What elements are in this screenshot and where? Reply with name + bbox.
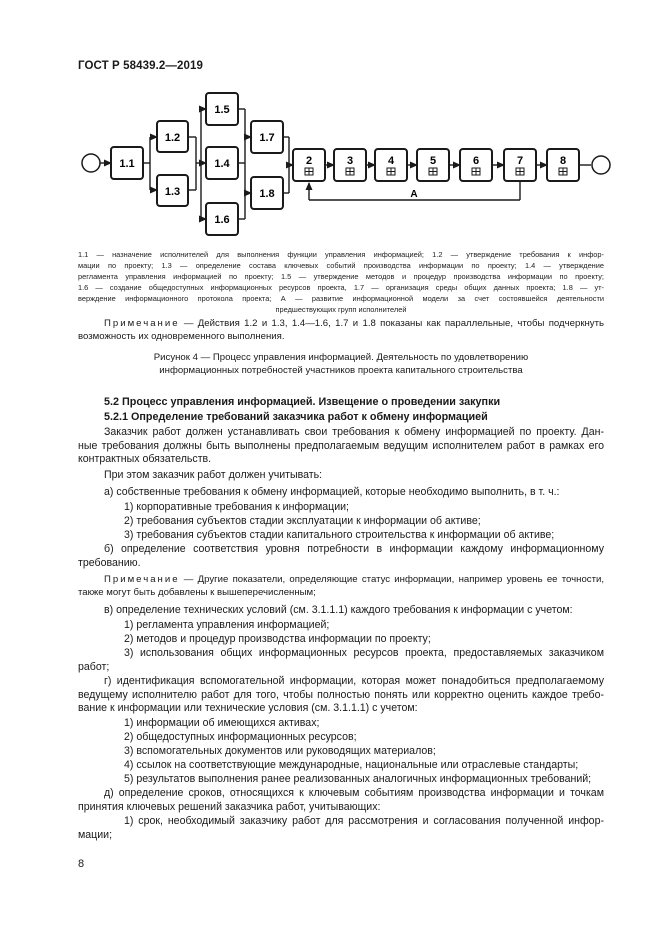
- svg-text:1.8: 1.8: [259, 188, 275, 200]
- list-item-b: б) определение соответствия уровня потребности в информации каждому информационному требованию.: [78, 543, 604, 569]
- note-text: — Действия 1.2 и 1.3, 1.4—1.6, 1.7 и 1.8 показаны как параллельные, чтобы подчеркнуть: [183, 318, 605, 329]
- svg-text:4: 4: [387, 155, 395, 167]
- node-1-1: [111, 147, 143, 179]
- note-text: возможность их одновременного выполнения.: [78, 330, 285, 342]
- list-item-a3: 3) требования субъектов стадии капитального строительства к информации об активе;: [124, 529, 555, 541]
- list-item-g5: 5) результатов выполнения ранее реализованных аналогичных информационных требований;: [124, 773, 592, 785]
- svg-text:3: 3: [346, 155, 354, 167]
- list-item-d1: 1) срок, необходимый заказчику работ для рассмотрения и согласования полученной инфор- мации;: [78, 815, 604, 841]
- node-1-3: [157, 175, 188, 206]
- node-8: [547, 149, 579, 181]
- node-4: [375, 149, 407, 181]
- svg-text:1.3: 1.3: [164, 186, 181, 198]
- svg-text:6: 6: [472, 155, 480, 167]
- legend-line: регламента управления информацией по проекту; 1.5 — утверждение методов и процедур производства информации по проекту;: [78, 272, 604, 281]
- figure-caption: Рисунок 4 — Процесс управления информацией. Деятельность по удовлетворению информационных потребностей участников проекта капитального строительства: [153, 352, 529, 376]
- list-item-g1: 1) информации об имеющихся активах;: [124, 717, 320, 729]
- svg-text:1.1: 1.1: [119, 158, 135, 170]
- note-label: Примечание: [104, 574, 180, 585]
- list-item-d: д) определение сроков, относящихся к ключевым событиям производства информации и точкам принятия ключевых решений заказчика работ, учитывающих:: [78, 787, 604, 813]
- node-5: [417, 149, 449, 181]
- legend-line: предшествующих групп исполнителей: [275, 305, 407, 314]
- list-item-v2: 2) методов и процедур производства информации по проекту;: [124, 633, 431, 645]
- node-1-8: [251, 177, 283, 209]
- svg-text:1.5: 1.5: [214, 104, 230, 116]
- process-diagram: [0, 0, 661, 245]
- legend-line: 1.1 — назначение исполнителей для выполнения функции управления информацией; 1.2 — утверждение требования к инфор-: [78, 250, 604, 259]
- node-7: [504, 149, 536, 181]
- end-node-circle: [592, 156, 610, 174]
- list-item-a1: 1) корпоративные требования к информации;: [124, 501, 349, 513]
- node-1-7: [251, 121, 283, 153]
- node-1-4: [206, 147, 238, 179]
- paragraph-1: Заказчик работ должен устанавливать свои требования к обмену информацией по проекту. Дан- ные требования должны быть выполнены предполагаемым ведущим исполнителем работ в рамках его контрактных обязательств.: [78, 426, 604, 466]
- figure-legend: [78, 249, 604, 315]
- start-node-circle: [82, 154, 100, 172]
- svg-text:1.4: 1.4: [214, 158, 230, 170]
- document-header: ГОСТ Р 58439.2—2019: [78, 60, 203, 72]
- list-item-g4: 4) ссылок на соответствующие международные, национальные или отраслевые стандарты;: [124, 759, 579, 771]
- node-1-5: [206, 93, 238, 125]
- section-heading-5-2-1: 5.2.1 Определение требований заказчика работ к обмену информацией: [104, 411, 488, 423]
- list-item-a: а) собственные требования к обмену информацией, которые необходимо выполнить, в т. ч.:: [104, 486, 560, 498]
- list-item-v3: 3) использования общих информационных ресурсов проекта, предоставляемых заказчиком работ;: [78, 647, 604, 673]
- node-3: [334, 149, 366, 181]
- svg-text:8: 8: [559, 155, 567, 167]
- svg-text:1.2: 1.2: [164, 132, 181, 144]
- svg-text:1.6: 1.6: [214, 214, 230, 226]
- note-2: Примечание — Другие показатели, определяющие статус информации, например уровень ее точности, также могут быть добавлены к вышеперечисленным;: [78, 574, 604, 598]
- legend-line: 1.6 — создание общедоступных информационных ресурсов проекта, 1.7 — организация среды общих данных проекта; 1.8 — ут-: [78, 283, 604, 292]
- figure-note: [78, 318, 604, 343]
- list-item-v: в) определение технических условий (см. 3.1.1.1) каждого требования к информации с учетом:: [104, 604, 573, 616]
- paragraph-2: При этом заказчик работ должен учитывать:: [104, 469, 323, 481]
- svg-text:7: 7: [516, 155, 524, 167]
- svg-text:1.7: 1.7: [259, 132, 275, 144]
- list-item-v1: 1) регламента управления информацией;: [124, 619, 330, 631]
- legend-line: верждение информационного протокола проекта; А — развитие информационной модели за счет состоявшейся деятельности: [78, 294, 604, 303]
- svg-text:5: 5: [429, 155, 437, 167]
- note-label: Примечание: [104, 318, 180, 329]
- page-number: 8: [78, 858, 85, 870]
- node-1-6: [206, 203, 238, 235]
- section-heading-5-2: 5.2 Процесс управления информацией. Извещение о проведении закупки: [104, 396, 501, 408]
- node-1-2: [157, 121, 188, 152]
- svg-text:2: 2: [305, 155, 313, 167]
- legend-line: мации по проекту; 1.3 — определение состава ключевых событий производства информации по проекту; 1.4 — утверждение: [78, 261, 604, 270]
- list-item-g: г) идентификация вспомогательной информации, которая может понадобиться предполагаемому ведущему исполнителю работ для того, чтобы полностью понять или корректно оценить каждое требо- вание к информации или технические условия (см. 3.1.1.1) с учетом:: [78, 675, 604, 715]
- list-item-a2: 2) требования субъектов стадии эксплуатации к информации об активе;: [124, 515, 481, 527]
- node-2: [293, 149, 325, 181]
- node-6: [460, 149, 492, 181]
- list-item-g2: 2) общедоступных информационных ресурсов;: [124, 731, 357, 743]
- loop-label: А: [410, 189, 418, 200]
- list-item-g3: 3) вспомогательных документов или руководящих материалов;: [124, 745, 436, 757]
